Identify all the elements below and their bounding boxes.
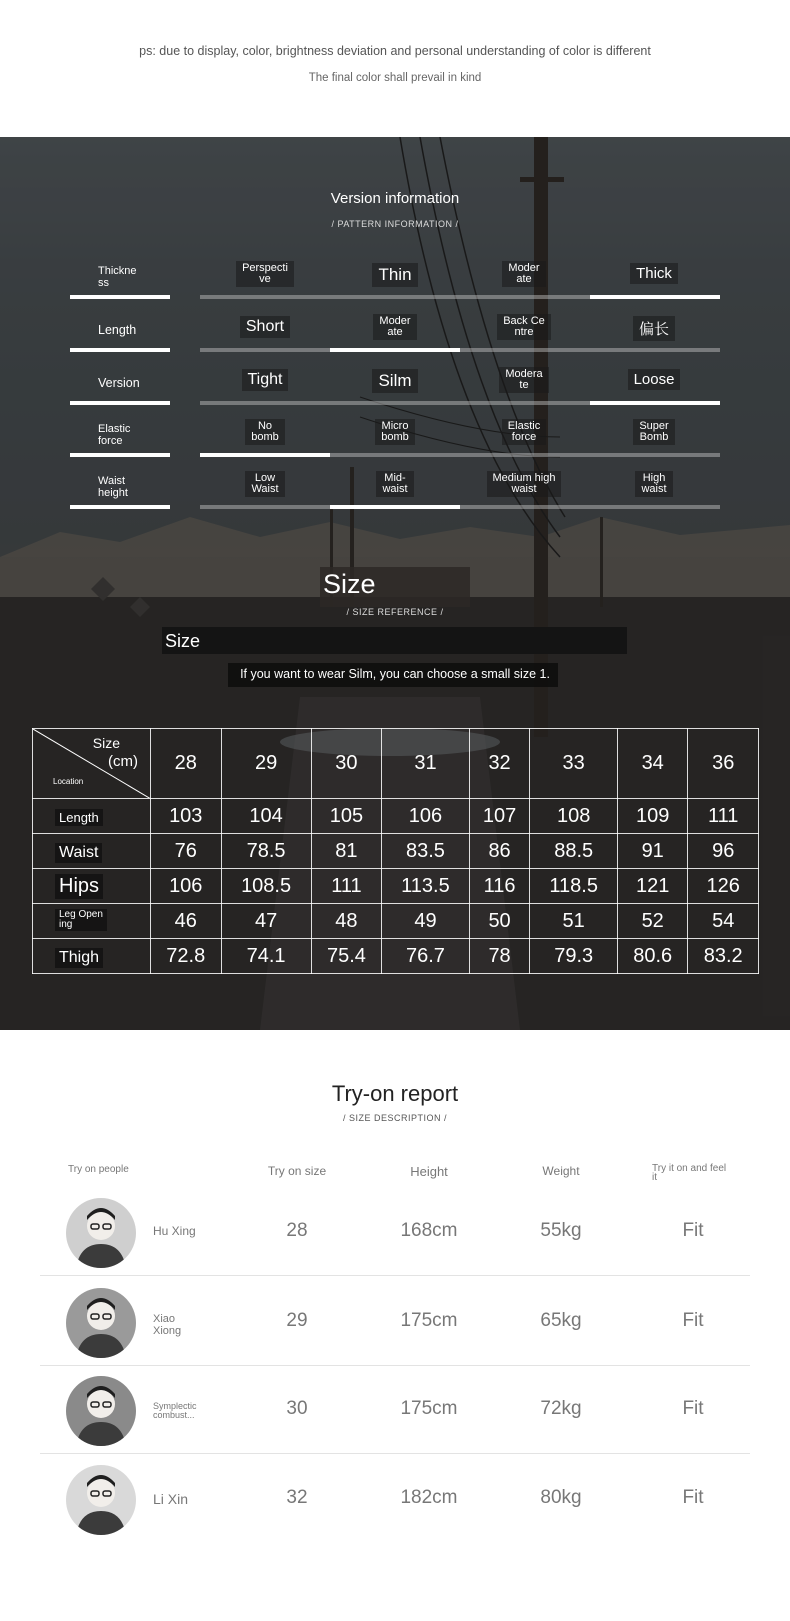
size-value-cell: 116 — [469, 869, 530, 904]
size-value-cell: 78 — [469, 939, 530, 974]
tryon-person-name: Symplectic combust... — [153, 1401, 197, 1421]
attribute-option: Moder ate — [373, 314, 416, 340]
measurement-location: Thigh — [55, 948, 103, 968]
tryon-feel: Fit — [682, 1398, 704, 1419]
size-value-cell: 83.5 — [382, 834, 470, 869]
size-value-cell: 108 — [530, 799, 618, 834]
size-subtitle: / SIZE REFERENCE / — [346, 607, 444, 617]
attribute-option: Micro bomb — [375, 419, 415, 445]
measurement-location: Leg Open ing — [55, 909, 107, 931]
tryon-person-name: Xiao Xiong — [153, 1313, 182, 1337]
measurement-location: Length — [55, 809, 103, 826]
measurement-location: Hips — [55, 874, 103, 899]
size-value-cell: 76.7 — [382, 939, 470, 974]
size-value-cell: 113.5 — [382, 869, 470, 904]
size-value-cell: 74.1 — [221, 939, 311, 974]
tryon-weight: 55kg — [540, 1220, 582, 1241]
size-value-cell: 50 — [469, 904, 530, 939]
avatar — [66, 1376, 136, 1446]
size-value-cell: 51 — [530, 904, 618, 939]
size-value-cell: 109 — [617, 799, 688, 834]
size-value-cell: 91 — [617, 834, 688, 869]
size-column-header: 34 — [617, 729, 688, 799]
avatar — [66, 1198, 136, 1268]
attribute-option: High waist — [635, 471, 672, 497]
size-value-cell: 88.5 — [530, 834, 618, 869]
header-try-on-people: Try on people — [68, 1164, 129, 1175]
attribute-option: Tight — [242, 369, 289, 391]
size-value-cell: 46 — [151, 904, 222, 939]
attribute-row — [0, 365, 790, 417]
size-value-cell: 106 — [151, 869, 222, 904]
size-value-cell: 80.6 — [617, 939, 688, 974]
header-try-on-size: Try on size — [267, 1164, 327, 1178]
attribute-option: Modera te — [499, 367, 548, 393]
size-value-cell: 108.5 — [221, 869, 311, 904]
size-table-row — [33, 869, 759, 904]
tryon-weight: 72kg — [540, 1398, 582, 1419]
attribute-scale-track — [200, 505, 720, 509]
tryon-title: Try-on report — [331, 1081, 459, 1106]
attribute-option: Short — [240, 316, 290, 338]
avatar — [66, 1465, 136, 1535]
tryon-row — [40, 1278, 750, 1368]
size-value-cell: 83.2 — [688, 939, 759, 974]
attribute-label: Version — [98, 376, 140, 390]
attribute-option: Loose — [628, 369, 681, 390]
attribute-option: No bomb — [245, 419, 285, 445]
attribute-label: Waist height — [98, 475, 128, 499]
size-value-cell: 126 — [688, 869, 759, 904]
size-value-cell: 75.4 — [311, 939, 382, 974]
row-divider — [40, 1275, 750, 1276]
size-value-cell: 52 — [617, 904, 688, 939]
attribute-label: Length — [98, 323, 137, 337]
tryon-row — [40, 1188, 750, 1278]
tryon-size: 28 — [286, 1220, 308, 1241]
info-panel — [0, 137, 790, 1030]
measurement-location: Waist — [55, 843, 102, 863]
attribute-label-underline — [70, 453, 170, 457]
size-table-row — [33, 834, 759, 869]
attribute-selected-marker — [590, 295, 720, 299]
size-value-cell: 86 — [469, 834, 530, 869]
size-table — [32, 728, 759, 974]
header-feel: Try it on and feel it — [652, 1163, 727, 1183]
attribute-option: Perspecti ve — [236, 261, 294, 287]
size-table-row — [33, 939, 759, 974]
attribute-label-underline — [70, 348, 170, 352]
tryon-feel: Fit — [682, 1310, 704, 1331]
attribute-option: Thin — [372, 263, 417, 287]
size-column-header: 28 — [151, 729, 222, 799]
attribute-selected-marker — [590, 401, 720, 405]
size-column-header: 31 — [382, 729, 470, 799]
attribute-option: Elastic force — [502, 419, 546, 445]
size-value-cell: 76 — [151, 834, 222, 869]
size-value-cell: 81 — [311, 834, 382, 869]
size-value-cell: 121 — [617, 869, 688, 904]
size-table-row — [33, 799, 759, 834]
size-table-header — [33, 729, 759, 799]
attribute-option: Low Waist — [245, 471, 284, 497]
size-value-cell: 54 — [688, 904, 759, 939]
attribute-label: Thickne ss — [98, 265, 137, 289]
size-column-header: 29 — [221, 729, 311, 799]
size-value-cell: 96 — [688, 834, 759, 869]
size-table-corner: Size (cm) Location — [33, 729, 151, 799]
size-tip: If you want to wear Silm, you can choose a small size 1. — [240, 667, 550, 681]
size-value-cell: 47 — [221, 904, 311, 939]
size-value-cell: 111 — [688, 799, 759, 834]
tryon-size: 29 — [286, 1310, 308, 1331]
attribute-row — [0, 469, 790, 521]
size-value-cell: 105 — [311, 799, 382, 834]
attribute-scale-track — [200, 348, 720, 352]
header-height: Height — [410, 1164, 448, 1179]
tryon-height: 175cm — [400, 1310, 458, 1331]
version-info-subtitle: / PATTERN INFORMATION / — [331, 219, 459, 229]
attribute-option: Thick — [630, 263, 678, 284]
size-column-header: 32 — [469, 729, 530, 799]
size-title: Size — [323, 569, 376, 599]
row-divider — [40, 1453, 750, 1454]
avatar — [66, 1288, 136, 1358]
tryon-weight: 80kg — [540, 1487, 582, 1508]
attribute-selected-marker — [330, 505, 460, 509]
attribute-option: Silm — [372, 369, 417, 393]
size-bar-label: Size — [165, 631, 201, 651]
size-value-cell: 72.8 — [151, 939, 222, 974]
size-value-cell: 79.3 — [530, 939, 618, 974]
tryon-person-name: Hu Xing — [153, 1224, 196, 1238]
size-table-row — [33, 904, 759, 939]
attribute-label-underline — [70, 295, 170, 299]
attribute-label-underline — [70, 401, 170, 405]
color-disclaimer: The final color shall prevail in kind — [308, 72, 482, 84]
size-value-cell: 118.5 — [530, 869, 618, 904]
tryon-feel: Fit — [682, 1220, 704, 1241]
tryon-weight: 65kg — [540, 1310, 582, 1331]
size-column-header: 33 — [530, 729, 618, 799]
attribute-option: Mid- waist — [376, 471, 413, 497]
size-value-cell: 111 — [311, 869, 382, 904]
attribute-row — [0, 312, 790, 364]
tryon-row — [40, 1366, 750, 1456]
tryon-size: 30 — [286, 1398, 308, 1419]
attribute-row — [0, 259, 790, 311]
tryon-size: 32 — [286, 1487, 308, 1508]
attribute-row — [0, 417, 790, 469]
size-value-cell: 107 — [469, 799, 530, 834]
size-value-cell: 104 — [221, 799, 311, 834]
version-info-title: Version information — [330, 190, 460, 207]
size-value-cell: 49 — [382, 904, 470, 939]
size-value-cell: 78.5 — [221, 834, 311, 869]
display-disclaimer: ps: due to display, color, brightness deviation and personal understanding of color is different — [139, 44, 651, 58]
tryon-height: 182cm — [400, 1487, 458, 1508]
tryon-feel: Fit — [682, 1487, 704, 1508]
tryon-height: 168cm — [400, 1220, 458, 1241]
attribute-option: Moder ate — [502, 261, 545, 287]
tryon-subtitle: / SIZE DESCRIPTION / — [342, 1113, 447, 1123]
tryon-person-name: Li Xin — [153, 1491, 189, 1507]
attribute-option: 偏长 — [633, 316, 675, 341]
size-column-header: 30 — [311, 729, 382, 799]
attribute-option: Super Bomb — [633, 419, 674, 445]
attribute-label: Elastic force — [98, 423, 131, 447]
tryon-height: 175cm — [400, 1398, 458, 1419]
tryon-row — [40, 1455, 750, 1545]
size-value-cell: 103 — [151, 799, 222, 834]
attribute-option: Medium high waist — [487, 471, 562, 497]
size-value-cell: 48 — [311, 904, 382, 939]
attribute-label-underline — [70, 505, 170, 509]
header-weight: Weight — [542, 1164, 580, 1178]
size-column-header: 36 — [688, 729, 759, 799]
size-value-cell: 106 — [382, 799, 470, 834]
attribute-selected-marker — [200, 453, 330, 457]
attribute-selected-marker — [330, 348, 460, 352]
attribute-option: Back Ce ntre — [497, 314, 551, 340]
